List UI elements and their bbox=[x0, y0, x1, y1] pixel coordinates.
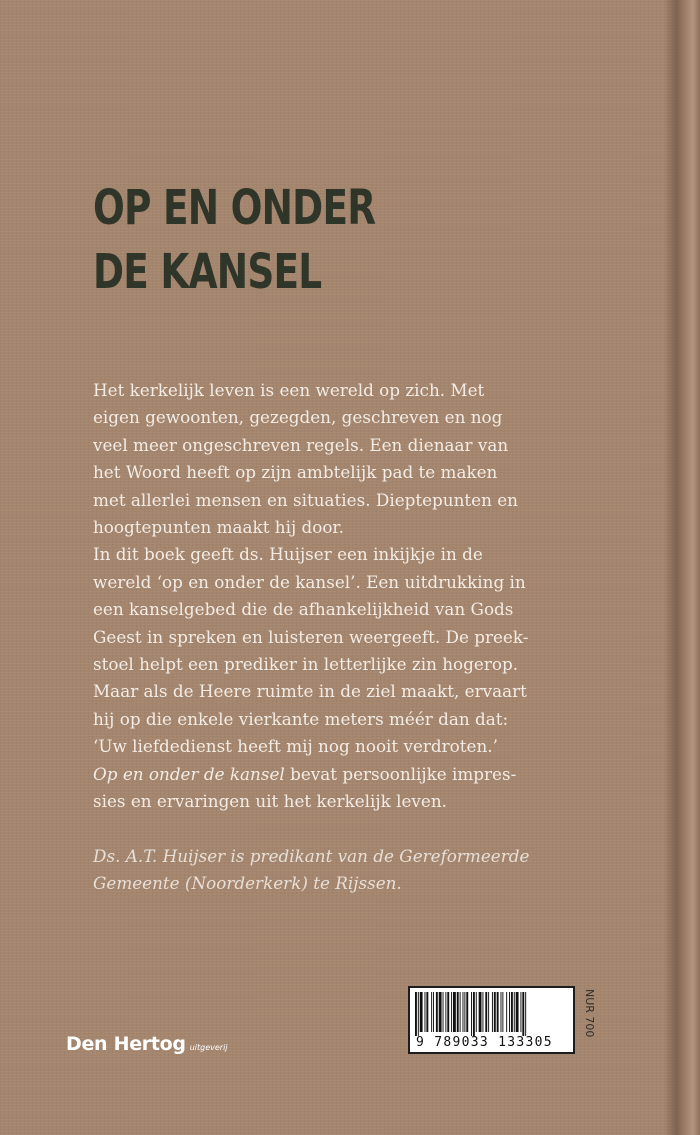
barcode-bar bbox=[471, 992, 472, 1036]
blurb-line: Maar als de Heere ruimte in de ziel maakt, ervaart bbox=[93, 681, 527, 702]
isbn-number: 9 789033 133305 bbox=[416, 1035, 553, 1050]
barcode-bar bbox=[494, 992, 496, 1032]
author-bio-line: Ds. A.T. Huijser is predikant van de Gereformeerde bbox=[93, 845, 530, 866]
title-line-2: DE KANSEL bbox=[93, 244, 322, 300]
book-title-reference: Op en onder de kansel bbox=[93, 763, 285, 784]
barcode-bar bbox=[453, 992, 456, 1032]
blurb-line: veel meer ongeschreven regels. Een dienaar van bbox=[93, 434, 509, 455]
barcode-bar bbox=[415, 992, 417, 1036]
barcode-bar bbox=[476, 992, 477, 1032]
blurb-line: hij op die enkele vierkante meters méér dan dat: bbox=[93, 708, 509, 729]
blurb-line: Geest in spreken en luisteren weergeeft. De preek- bbox=[93, 626, 529, 647]
blurb-line: wereld ‘op en onder de kansel’. Een uitdrukking in bbox=[93, 571, 526, 592]
blurb-line: eigen gewoonten, gezegden, geschreven en nog bbox=[93, 407, 503, 428]
barcode-bar bbox=[488, 992, 489, 1032]
publisher-name: Den Hertog bbox=[66, 1033, 186, 1055]
barcode-bar bbox=[509, 992, 510, 1032]
barcode-bar bbox=[506, 992, 507, 1032]
publisher-logo bbox=[66, 1033, 228, 1055]
barcode-bar bbox=[436, 992, 438, 1032]
barcode-bar bbox=[525, 992, 526, 1036]
blurb-line: In dit boek geeft ds. Huijser een inkijkje in de bbox=[93, 544, 483, 565]
title-line-1: OP EN ONDER bbox=[93, 180, 376, 236]
isbn-barcode bbox=[408, 986, 575, 1054]
barcode-bar bbox=[425, 992, 426, 1032]
barcode-bar bbox=[418, 992, 419, 1036]
blurb-line: hoogtepunten maakt hij door. bbox=[93, 517, 344, 538]
barcode-bar bbox=[466, 992, 468, 1032]
barcode-bar bbox=[514, 992, 515, 1032]
blurb-line: ‘Uw liefdedienst heeft mij nog nooit verdroten.’ bbox=[93, 736, 498, 757]
barcode-bar bbox=[464, 992, 465, 1032]
blurb-line: een kanselgebed die de afhankelijkheid van Gods bbox=[93, 599, 514, 620]
spine-shadow bbox=[664, 0, 676, 1135]
barcode-bar bbox=[520, 992, 521, 1032]
nur-code: NUR 700 bbox=[583, 989, 596, 1038]
barcode-bar bbox=[479, 992, 482, 1032]
blurb-line: Het kerkelijk leven is een wereld op zich. Met bbox=[93, 380, 485, 400]
barcode-bar bbox=[420, 992, 423, 1032]
barcode-bar bbox=[451, 992, 452, 1032]
barcode-bar bbox=[516, 992, 519, 1032]
blurb-line bbox=[93, 761, 563, 788]
barcode-bar bbox=[502, 992, 503, 1032]
author-bio-line: Gemeente (Noorderkerk) te Rijssen. bbox=[93, 873, 402, 894]
barcode-bars-icon bbox=[415, 992, 569, 1036]
blurb-line: het Woord heeft op zijn ambtelijk pad te maken bbox=[93, 462, 498, 483]
barcode-bar bbox=[511, 992, 513, 1032]
blurb-line: met allerlei mensen en situaties. Dieptepunten en bbox=[93, 489, 518, 510]
blurb-text bbox=[93, 377, 563, 898]
blurb-line-rest: bevat persoonlijke impres- bbox=[284, 763, 517, 784]
barcode-bar bbox=[482, 992, 483, 1032]
barcode-bar bbox=[501, 992, 502, 1032]
barcode-bar bbox=[439, 992, 442, 1032]
barcode-bar bbox=[443, 992, 444, 1032]
book-spine bbox=[676, 0, 700, 1135]
barcode-bar bbox=[426, 992, 428, 1032]
barcode-bar bbox=[445, 992, 446, 1032]
barcode-bar bbox=[463, 992, 464, 1032]
barcode-bar bbox=[457, 992, 459, 1032]
blurb-line: sies en ervaringen uit het kerkelijk leven. bbox=[93, 791, 447, 812]
author-bio bbox=[93, 843, 563, 898]
barcode-bar bbox=[431, 992, 432, 1032]
barcode-bar bbox=[497, 992, 499, 1032]
book-title bbox=[93, 176, 405, 304]
barcode-bar bbox=[522, 992, 524, 1036]
barcode-bar bbox=[460, 992, 461, 1032]
barcode-bar bbox=[473, 992, 475, 1036]
publisher-subtitle: uitgeverij bbox=[189, 1043, 228, 1052]
blurb-line: stoel helpt een prediker in letterlijke zin hogerop. bbox=[93, 654, 519, 675]
barcode-bar bbox=[485, 992, 487, 1032]
barcode-bar bbox=[433, 992, 434, 1032]
barcode-bar bbox=[447, 992, 449, 1032]
barcode-bar bbox=[492, 992, 493, 1032]
